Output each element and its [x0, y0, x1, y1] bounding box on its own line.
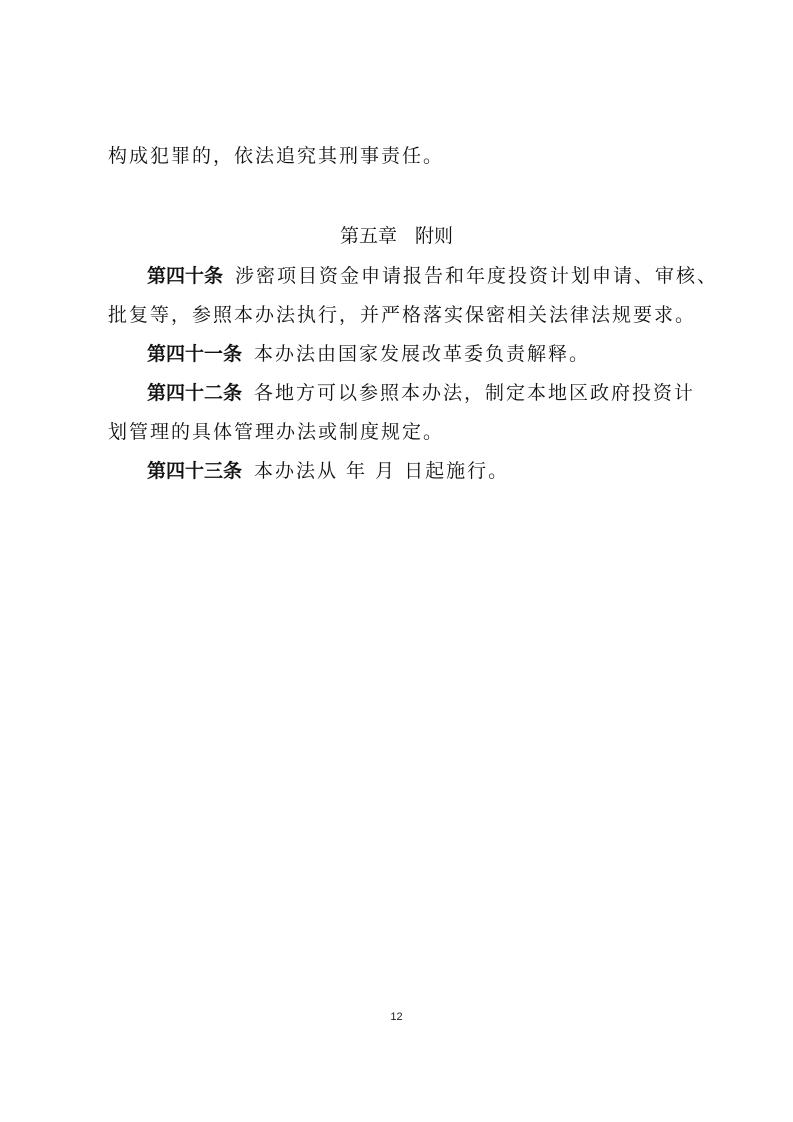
article-40-number: 第四十条: [147, 265, 224, 287]
article-40-line-1: [147, 263, 718, 289]
article-40-text-line-1: 涉密项目资金申请报告和年度投资计划申请、审核、: [235, 265, 719, 287]
article-42-text-line-2: 划管理的具体管理办法或制度规定。: [108, 421, 445, 443]
chapter-number: 第五章: [339, 225, 397, 247]
page-number: 12: [390, 1011, 403, 1023]
article-43-line-1: [147, 458, 509, 484]
article-40-text-line-2: 批复等，参照本办法执行，并严格落实保密相关法律法规要求。: [108, 304, 697, 326]
article-41-number: 第四十一条: [147, 343, 243, 365]
chapter-heading: [0, 223, 793, 249]
article-42-line-1: [147, 380, 695, 406]
article-41-text-line-1: 本办法由国家发展改革委负责解释。: [254, 343, 591, 365]
article-43-text-line-1: 本办法从 年 月 日起施行。: [254, 460, 510, 482]
article-43-number: 第四十三条: [147, 460, 243, 482]
article-41-line-1: [147, 341, 590, 367]
article-42-number: 第四十二条: [147, 382, 243, 404]
chapter-title: 附则: [415, 225, 454, 247]
continuation-paragraph: 构成犯罪的，依法追究其刑事责任。: [108, 145, 445, 167]
article-42-text-line-1: 各地方可以参照本办法，制定本地区政府投资计: [254, 382, 696, 404]
